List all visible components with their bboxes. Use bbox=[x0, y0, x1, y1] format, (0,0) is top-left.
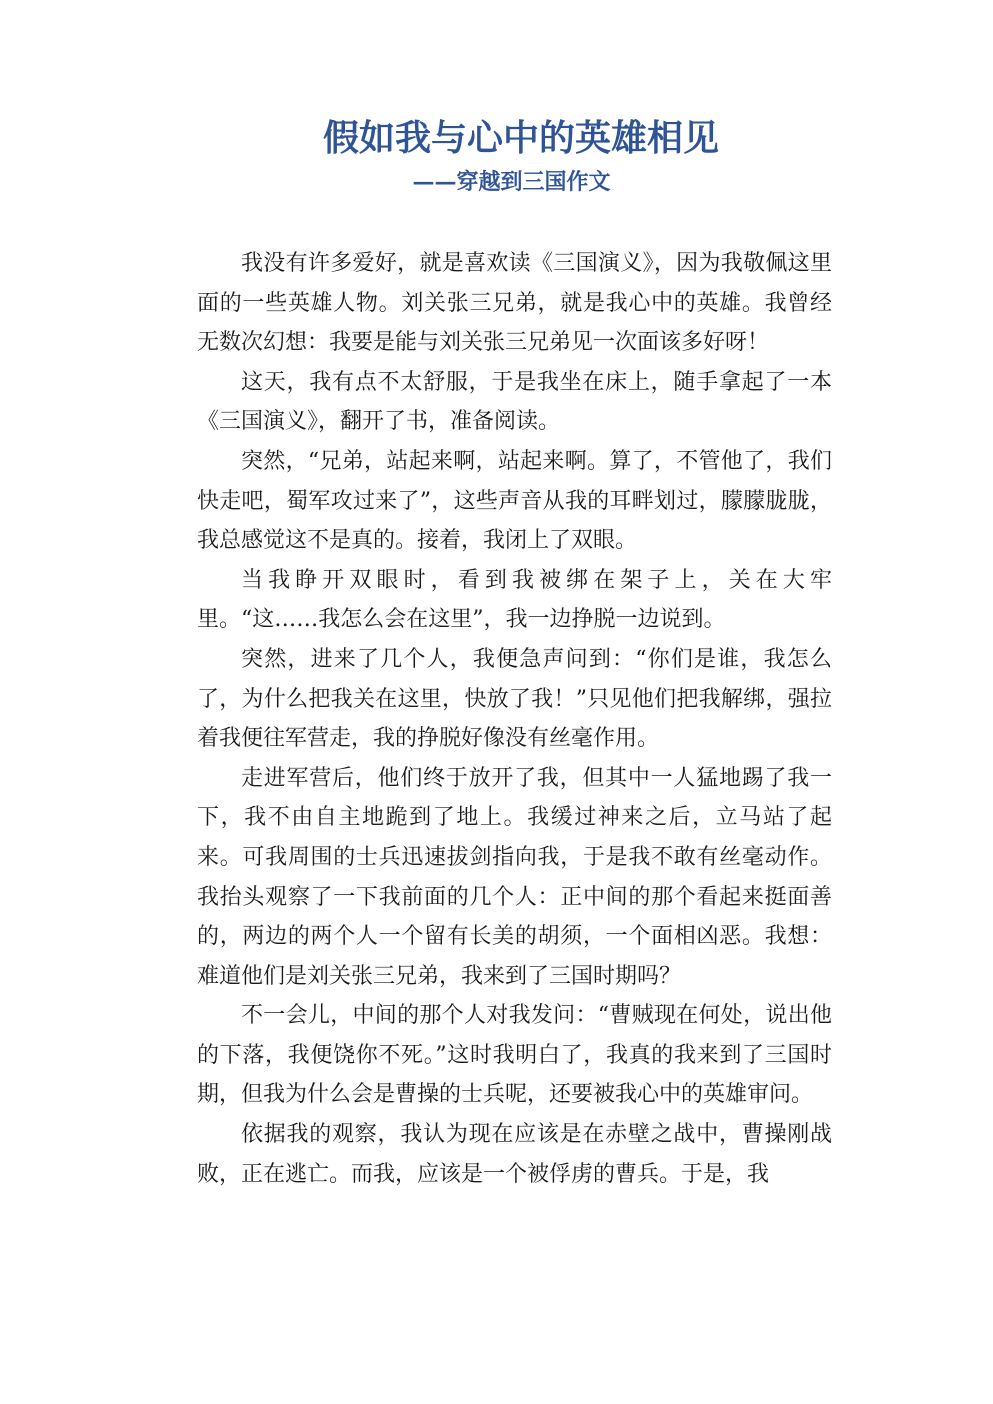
paragraph: 我没有许多爱好，就是喜欢读《三国演义》，因为我敬佩这里面的一些英雄人物。刘关张三兄弟，就是我心中的英雄。我曾经无数次幻想：我要是能与刘关张三兄弟见一次面该多好呀！ bbox=[197, 251, 832, 356]
paragraph: 当我睁开双眼时，看到我被绑在架子上，关在大牢里。“这……我怎么会在这里”，我一边挣脱一边说到。 bbox=[197, 567, 832, 633]
paragraph: 不一会儿，中间的那个人对我发问：“曹贼现在何处，说出他的下落，我便饶你不死。”这时我明白了，我真的我来到了三国时期，但我为什么会是曹操的士兵呢，还要被我心中的英雄审问。 bbox=[197, 1003, 832, 1108]
document-body bbox=[197, 244, 832, 1194]
paragraph: 突然，“兄弟，站起来啊，站起来啊。算了，不管他了，我们快走吧，蜀军攻过来了”，这些声音从我的耳畔划过，朦朦胧胧，我总感觉这不是真的。接着，我闭上了双眼。 bbox=[197, 448, 832, 554]
paragraph: 走进军营后，他们终于放开了我，但其中一人猛地踢了我一下，我不由自主地跪到了地上。我缓过神来之后，立马站了起来。可我周围的士兵迅速拔剑指向我，于是我不敢有丝毫动作。我抬头观察了一下我前面的几个人：正中间的那个看起来挺面善的，两边的两个人一个留有长美的胡须，一个面相凶恶。我想：难道他们是刘关张三兄弟，我来到了三国时期吗？ bbox=[197, 765, 832, 989]
paragraph: 突然，进来了几个人，我便急声问到：“你们是谁，我怎么了，为什么把我关在这里，快放了我！”只见他们把我解绑，强拉着我便往军营走，我的挣脱好像没有丝毫作用。 bbox=[197, 646, 832, 752]
document-subtitle: ——穿越到三国作文 bbox=[412, 169, 611, 195]
paragraph: 依据我的观察，我认为现在应该是在赤壁之战中，曹操刚战败，正在逃亡。而我，应该是一个被俘虏的曹兵。于是，我 bbox=[197, 1122, 832, 1187]
document-title: 假如我与心中的英雄相见 bbox=[322, 117, 719, 159]
paragraph: 这天，我有点不太舒服，于是我坐在床上，随手拿起了一本《三国演义》，翻开了书，准备阅读。 bbox=[197, 369, 832, 435]
